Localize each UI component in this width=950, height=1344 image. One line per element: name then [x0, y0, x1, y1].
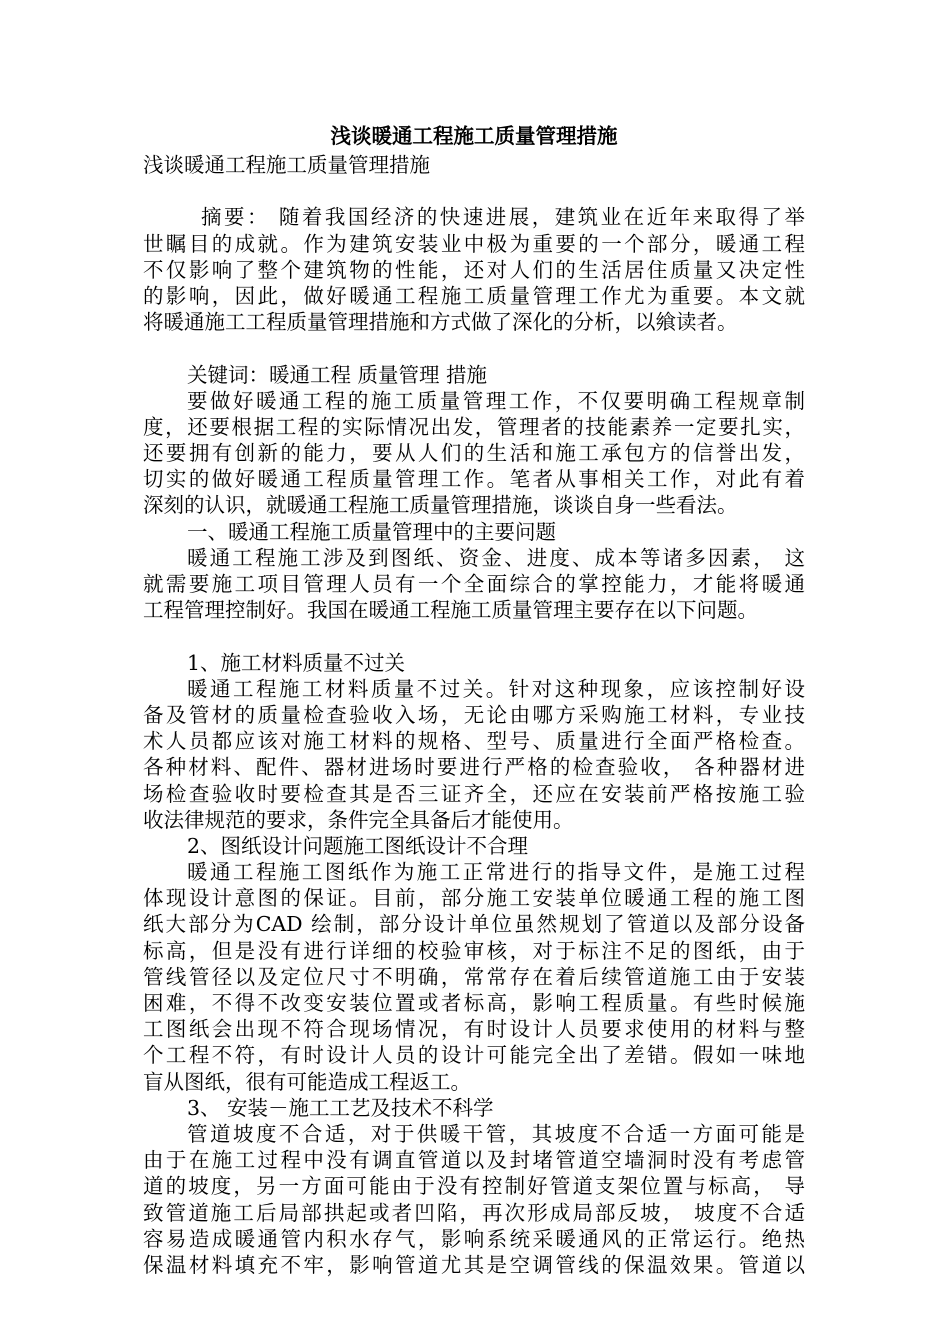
item3-line: 容易造成暖通管内积水存气，影响系统采暖通风的正常运行。绝热: [143, 1226, 805, 1251]
item3-line: 保温材料填充不牢，影响管道尤其是空调管线的保温效果。管道以: [143, 1252, 805, 1277]
spacer: [143, 178, 805, 204]
item2-heading: 2、图纸设计问题施工图纸设计不合理: [187, 833, 529, 858]
section1-paragraph: [143, 545, 805, 624]
abstract-line: 的影响，因此，做好暖通工程施工质量管理工作尤为重要。本文就: [143, 283, 805, 308]
item1-line: 术人员都应该对施工材料的规格、型号、质量进行全面严格检查。: [143, 729, 805, 754]
abstract-paragraph: [143, 204, 805, 335]
item3-line: 致管道施工后局部拱起或者凹陷，再次形成局部反坡， 坡度不合适: [143, 1200, 805, 1225]
item1-line: 场检查验收时要检查其是否三证齐全，还应在安装前严格按施工验: [143, 781, 805, 806]
item2-line: 困难，不得不改变安装位置或者标高，影响工程质量。有些时候施: [143, 991, 805, 1015]
item3-line: 由于在施工过程中没有调直管道以及封堵管道空墙洞时没有考虑管: [143, 1148, 805, 1173]
item1-line: 收法律规范的要求，条件完全具备后才能使用。: [143, 807, 574, 832]
abstract-line: 摘要： 随着我国经济的快速进展，建筑业在近年来取得了举: [201, 205, 805, 230]
item1-paragraph: [143, 676, 805, 833]
item2-line: 盲从图纸，很有可能造成工程返工。: [143, 1069, 471, 1094]
item2-line: 个工程不符，有时设计人员的设计可能完全出了差错。假如一味地: [143, 1043, 805, 1068]
item2-line: 纸大部分为CAD 绘制，部分设计单位虽然规划了管道以及部分设备: [143, 912, 805, 937]
document-title: 浅谈暖通工程施工质量管理措施: [330, 124, 618, 148]
item1-line: 备及管材的质量检查验收入场，无论由哪方采购施工材料，专业技: [143, 702, 805, 727]
document-subtitle: 浅谈暖通工程施工质量管理措施: [143, 153, 430, 177]
section1-line: 工程管理控制好。我国在暖通工程施工质量管理主要存在以下问题。: [143, 598, 758, 623]
document-page: [143, 120, 805, 1278]
item3-line: 管道坡度不合适，对于供暖干管，其坡度不合适一方面可能是: [187, 1121, 805, 1146]
item3-heading: 3、 安装－施工工艺及技术不科学: [187, 1095, 494, 1120]
item2-line: 标高，但是没有进行详细的校验审核，对于标注不足的图纸，由于: [143, 938, 805, 963]
intro-paragraph: [143, 388, 805, 519]
abstract-line: 不仅影响了整个建筑物的性能，还对人们的生活居住质量又决定性: [143, 257, 805, 282]
intro-line: 度，还要根据工程的实际情况出发，管理者的技能素养一定要扎实，: [143, 414, 805, 439]
item3-line: 道的坡度，另一方面可能由于没有控制好管道支架位置与标高， 导: [143, 1174, 805, 1199]
item2-line: 体现设计意图的保证。目前，部分施工安装单位暖通工程的施工图: [143, 886, 805, 911]
section-heading: 一、暖通工程施工质量管理中的主要问题: [187, 519, 556, 544]
section1-line: 暖通工程施工涉及到图纸、资金、进度、成本等诸多因素， 这: [187, 545, 805, 570]
spacer: [143, 623, 805, 649]
item2-line: 工图纸会出现不符合现场情况，有时设计人员要求使用的材料与整: [143, 1017, 805, 1042]
intro-line: 深刻的认识，就暖通工程施工质量管理措施，谈谈自身一些看法。: [143, 493, 738, 518]
keywords: 关键词：暖通工程 质量管理 措施: [187, 362, 488, 387]
abstract-line: 将暖通施工工程质量管理措施和方式做了深化的分析，以飨读者。: [143, 310, 738, 335]
intro-line: 还要拥有创新的能力，要从人们的生活和施工承包方的信誉出发，: [143, 441, 805, 466]
item1-line: 各种材料、配件、器材进场时要进行严格的检查验收， 各种器材进: [143, 755, 805, 780]
item1-heading: 1、施工材料质量不过关: [187, 650, 406, 675]
item1-line: 暖通工程施工材料质量不过关。针对这种现象，应该控制好设: [187, 676, 805, 701]
intro-line: 切实的做好暖通工程质量管理工作。笔者从事相关工作，对此有着: [143, 467, 805, 492]
section1-line: 就需要施工项目管理人员有一个全面综合的掌控能力，才能将暖通: [143, 572, 805, 596]
item3-paragraph: [143, 1121, 805, 1278]
item2-line: 暖通工程施工图纸作为施工正常进行的指导文件，是施工过程: [187, 860, 805, 885]
abstract-line: 世瞩目的成就。作为建筑安装业中极为重要的一个部分，暖通工程: [143, 231, 805, 256]
intro-line: 要做好暖通工程的施工质量管理工作，不仅要明确工程规章制: [187, 388, 805, 413]
spacer: [143, 335, 805, 361]
item2-line: 管线管径以及定位尺寸不明确，常常存在着后续管道施工由于安装: [143, 964, 805, 989]
item2-paragraph: [143, 859, 805, 1095]
